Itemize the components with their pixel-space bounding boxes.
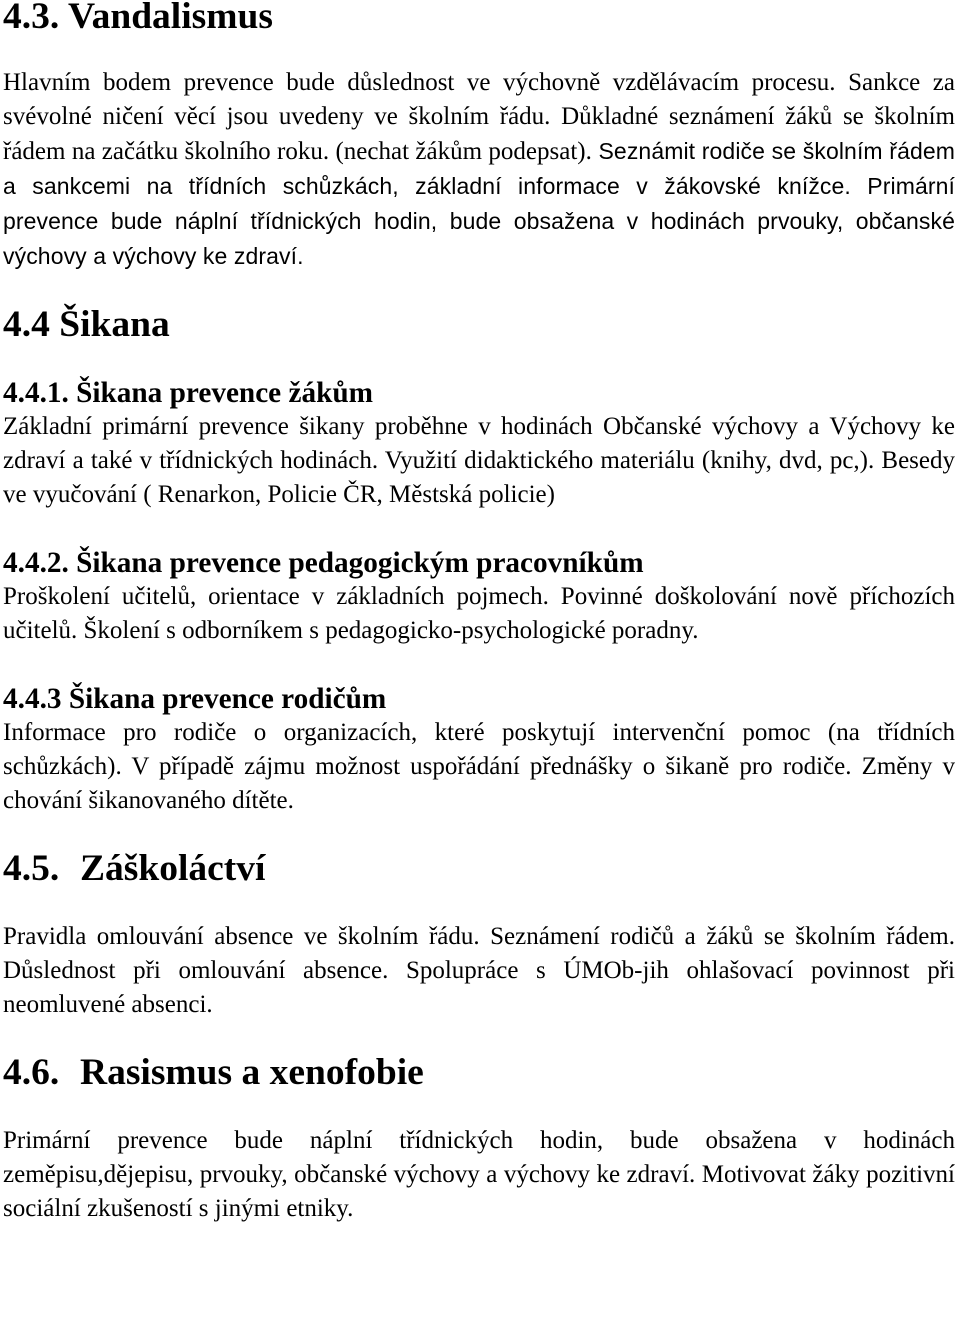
- heading-zaskolactvi: [3, 848, 955, 889]
- paragraph-sikana-zaci: Základní primární prevence šikany proběhne v hodinách Občanské výchovy a Výchovy ke zdraví a také v třídnických hodinách. Využití didaktického materiálu (knihy, dvd, pc,). Besedy ve vyučování ( Renarkon, Policie ČR, Městská policie): [3, 413, 955, 508]
- heading-rasismus: [3, 1052, 955, 1093]
- paragraph-rasismus: Primární prevence bude náplní třídnických hodin, bude obsažena v hodinách zeměpisu,dějepisu, prvouky, občanské výchovy a výchovy ke zdraví. Motivovat žáky pozitivní sociální zkušeností s jinými etniky.: [3, 1127, 955, 1222]
- heading-sikana-zaci: 4.4.1. Šikana prevence žákům: [3, 377, 373, 409]
- paragraph-vandalismus-text: Hlavním bodem prevence bude důslednost ve výchovně vzdělávacím procesu. Sankce za svévolné ničení věcí jsou uvedeny ve školním řádu. Důkladné seznámení žáků se školním řádem na začátku školního roku. (nechat žákům podepsat).: [3, 69, 955, 165]
- heading-rasismus-title: Rasismus a xenofobie: [80, 1052, 424, 1093]
- heading-sikana-pedagogove: 4.4.2. Šikana prevence pedagogickým pracovníkům: [3, 547, 644, 579]
- heading-rasismus-number: 4.6.: [3, 1052, 60, 1093]
- paragraph-sikana-pedagogove: Proškolení učitelů, orientace v základních pojmech. Povinné doškolování nově příchozích učitelů. Školení s odborníkem s pedagogicko-psychologické poradny.: [3, 583, 955, 644]
- heading-sikana-rodice: 4.4.3 Šikana prevence rodičům: [3, 683, 387, 715]
- heading-vandalismus: 4.3. Vandalismus: [3, 0, 273, 37]
- heading-sikana: 4.4 Šikana: [3, 304, 170, 345]
- paragraph-sikana-rodice: Informace pro rodiče o organizacích, které poskytují intervenční pomoc (na třídních schůzkách). V případě zájmu možnost uspořádání přednášky o šikaně pro rodiče. Změny v chování šikanovaného dítěte.: [3, 719, 955, 814]
- paragraph-zaskolactvi: Pravidla omlouvání absence ve školním řádu. Seznámení rodičů a žáků se školním řádem. Důslednost při omlouvání absence. Spolupráce s ÚMOb-jih ohlašovací povinnost při neomluvené absenci.: [3, 923, 955, 1018]
- heading-zaskolactvi-number: 4.5.: [3, 848, 60, 889]
- heading-zaskolactvi-title: Záškoláctví: [80, 848, 266, 889]
- document-page: [3, 0, 955, 1226]
- paragraph-vandalismus: [3, 66, 955, 274]
- paragraph-vandalismus-sans-text: Seznámit rodiče se školním řádem a sankcemi na třídních schůzkách, základní informace v žákovské knížce. Primární prevence bude náplní třídnických hodin, bude obsažena v hodinách prvouky, občanské výchovy a výchovy ke zdraví.: [3, 138, 956, 269]
